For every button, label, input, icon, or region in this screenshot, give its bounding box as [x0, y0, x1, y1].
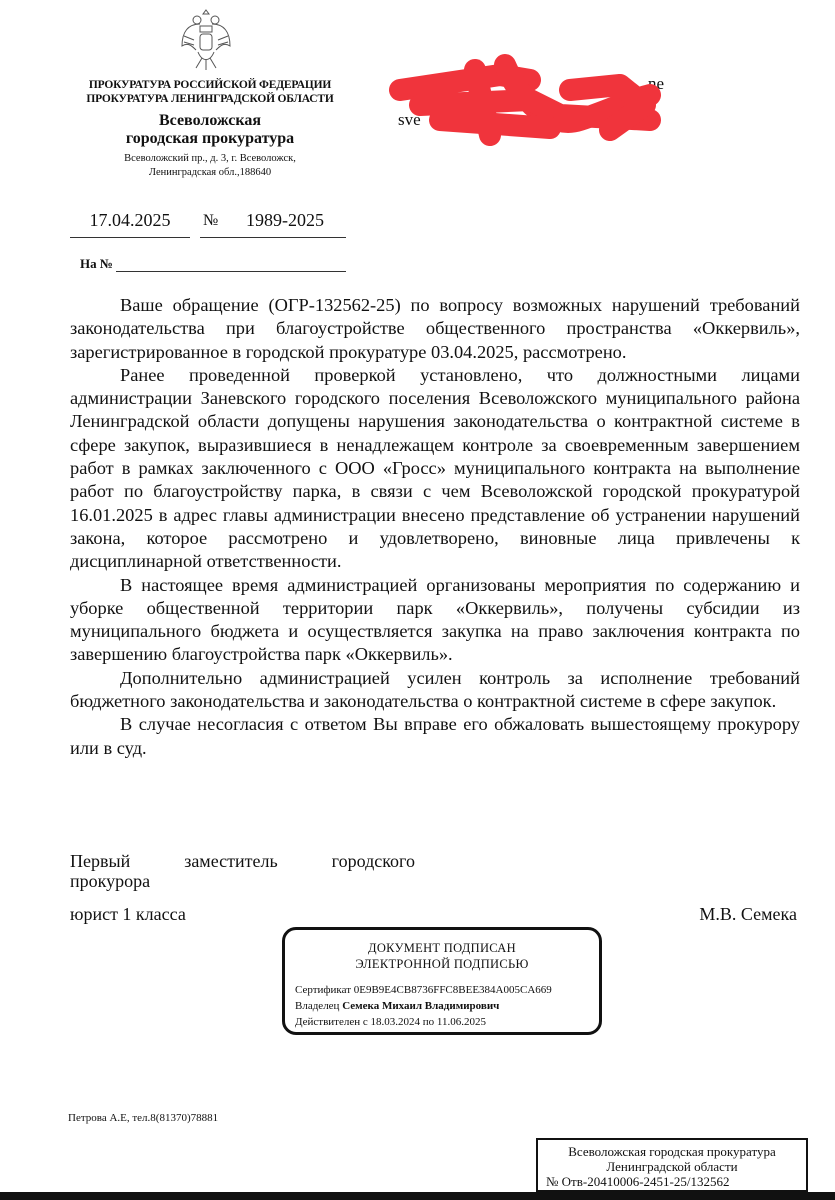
stamp-validity	[295, 1014, 599, 1030]
signer-position-line-2: прокурора	[70, 871, 151, 891]
document-date: 17.04.2025	[70, 210, 190, 238]
department-address	[60, 152, 360, 180]
recipient-fragment: sve	[398, 110, 421, 129]
document-number-value: 1989-2025	[246, 210, 324, 230]
recipient-fragment: ru	[590, 110, 605, 129]
stamp-title	[285, 940, 599, 972]
body-paragraph: Ваше обращение (ОГР-132562-25) по вопросу возможных нарушений требований законодательства при благоустройстве общественного пространства «Оккервиль», зарегистрированное в городской прокуратуре 03.04.2025, рассмотрено.	[70, 295, 800, 362]
certificate-value: 0E9B9E4CB8736FFC8BEE384A005CA669	[353, 984, 552, 996]
stamp-title-2: ЭЛЕКТРОННОЙ ПОДПИСЬЮ	[355, 957, 529, 971]
registration-stamp	[536, 1138, 808, 1192]
document-number	[200, 210, 346, 238]
body-paragraph: Дополнительно администрацией усилен контроль за исполнение требований бюджетного законодательства и законодательства о контрактной системе в сфере закупок.	[70, 667, 800, 712]
signer-position: Первый заместитель городского	[70, 851, 415, 871]
red-redaction-scribble	[380, 40, 670, 150]
registration-number: № Отв-20410006-2451-25/132562	[546, 1174, 730, 1189]
body-paragraph: В настоящее время администрацией организованы мероприятия по содержанию и уборке общественной территории парк «Оккервиль», получены субсидии из муниципального бюджета и осуществляется закупка на право заключения контракта по завершению благоустройства парк «Оккервиль».	[70, 574, 800, 665]
signer-name: М.В. Семека	[699, 904, 797, 924]
owner-value: Семека Михаил Владимирович	[342, 1000, 500, 1012]
address-line-2: Ленинградская обл.,188640	[148, 167, 272, 178]
stamp-owner	[295, 998, 599, 1014]
in-reply-blank-line	[116, 271, 346, 272]
in-reply-label: На №	[80, 256, 113, 271]
executor-contact: Петрова А.Е, тел.8(81370)78881	[68, 1112, 219, 1124]
registration-line-1: Всеволожская городская прокуратура	[568, 1144, 776, 1159]
coat-of-arms-emblem	[178, 6, 234, 74]
valid-to: 11.06.2025	[436, 1016, 486, 1028]
valid-label: Действителен с	[295, 1016, 368, 1028]
recipient-fragment: ne	[648, 74, 665, 93]
dept-line-1: Всеволожская	[158, 112, 261, 129]
org-line-2: ПРОКУРАТУРА ЛЕНИНГРАДСКОЙ ОБЛАСТИ	[86, 93, 334, 105]
stamp-title-1: ДОКУМЕНТ ПОДПИСАН	[368, 941, 516, 955]
stamp-certificate	[295, 982, 599, 998]
owner-label: Владелец	[295, 1000, 340, 1012]
body-paragraph: В случае несогласия с ответом Вы вправе его обжаловать вышестоящему прокурору или в суд.	[70, 714, 800, 758]
registration-line-2: Ленинградской области	[606, 1159, 738, 1174]
organization-name	[60, 78, 360, 106]
dept-line-2: городская прокуратура	[125, 130, 295, 147]
number-label: №	[203, 212, 219, 229]
department-name	[60, 112, 360, 148]
e-signature-stamp	[282, 927, 602, 1035]
valid-to-label: по	[422, 1016, 435, 1028]
certificate-label: Сертификат	[295, 984, 351, 996]
address-line-1: Всеволожский пр., д. 3, г. Всеволожск,	[124, 153, 296, 164]
valid-from: 18.03.2024	[370, 1016, 421, 1028]
signer-rank: юрист 1 класса	[70, 904, 186, 924]
scan-bottom-edge	[0, 1192, 835, 1200]
body-paragraph: Ранее проведенной проверкой установлено, что должностными лицами администрации Заневского городского поселения Всеволожского муниципального района Ленинградской области допущены нарушения законодательства о контрактной системе в сфере закупок, выразившиеся в ненадлежащем контроле за своевременным завершением работ в рамках заключенного с ООО «Гросс» муниципального контракта на выполнение работ по благоустройству парка, в связи с чем Всеволожской городской прокуратурой 16.01.2025 в адрес главы администрации внесено представление об устранении нарушений закона, которое рассмотрено и удовлетворено, виновные лица привлечены к дисциплинарной ответственности.	[70, 364, 800, 572]
letter-body	[70, 294, 800, 760]
org-line-1: ПРОКУРАТУРА РОССИЙСКОЙ ФЕДЕРАЦИИ	[88, 79, 332, 91]
